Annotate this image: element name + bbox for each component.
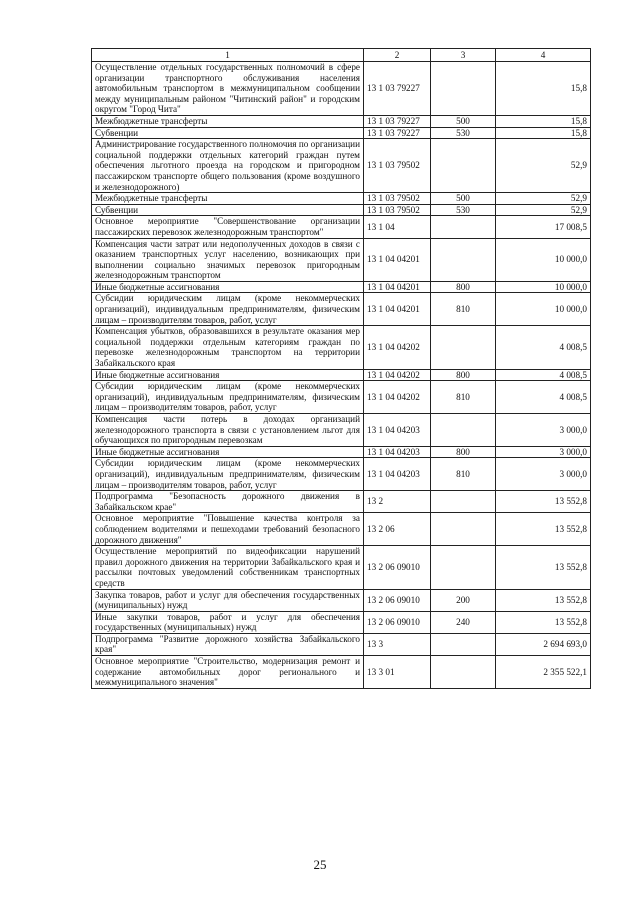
header-col-3: 3 — [431, 49, 496, 62]
row-name: Иные бюджетные ассигнования — [92, 446, 364, 458]
row-code: 13 2 06 09010 — [364, 589, 431, 611]
table-row — [92, 414, 591, 447]
row-code: 13 2 06 09010 — [364, 611, 431, 633]
row-name: Подпрограмма "Развитие дорожного хозяйства Забайкальского края" — [92, 633, 364, 655]
row-amount: 17 008,5 — [496, 216, 591, 238]
row-name: Компенсация части затрат или недополученных доходов в связи с оказанием транспортных услуг населению, возникающих при выполнении социально значимых перевозок пригородным железнодорожным транспортом — [92, 238, 364, 281]
row-code: 13 1 03 79502 — [364, 204, 431, 216]
row-name: Межбюджетные трансферты — [92, 193, 364, 205]
row-code: 13 3 — [364, 633, 431, 655]
table-body — [92, 62, 591, 689]
row-type — [431, 491, 496, 513]
row-type — [431, 62, 496, 116]
row-code: 13 1 03 79227 — [364, 115, 431, 127]
row-name: Субсидии юридическим лицам (кроме некоммерческих организаций), индивидуальным предпринимателям, физическим лицам – производителям товаров, работ, услуг — [92, 458, 364, 491]
row-type: 240 — [431, 611, 496, 633]
row-amount: 13 552,8 — [496, 611, 591, 633]
table-row — [92, 546, 591, 589]
row-name: Компенсация части потерь в доходах организаций железнодорожного транспорта в связи с установлением льгот для обучающихся по пригородным перевозкам — [92, 414, 364, 447]
row-name: Иные бюджетные ассигнования — [92, 369, 364, 381]
header-col-4: 4 — [496, 49, 591, 62]
row-amount: 52,9 — [496, 139, 591, 193]
row-amount: 3 000,0 — [496, 446, 591, 458]
row-name: Компенсация убытков, образовавшихся в результате оказания мер социальной поддержки отдельным категориям граждан по перевозке железнодорожным транспортом на территории Забайкальского края — [92, 326, 364, 369]
row-type — [431, 546, 496, 589]
row-amount: 10 000,0 — [496, 238, 591, 281]
row-code: 13 1 04 04202 — [364, 326, 431, 369]
table-row — [92, 293, 591, 326]
table-row — [92, 139, 591, 193]
row-type — [431, 414, 496, 447]
row-amount: 52,9 — [496, 204, 591, 216]
row-code: 13 3 01 — [364, 656, 431, 689]
row-name: Межбюджетные трансферты — [92, 115, 364, 127]
row-type: 500 — [431, 193, 496, 205]
row-amount: 2 355 522,1 — [496, 656, 591, 689]
table-row — [92, 381, 591, 414]
header-col-2: 2 — [364, 49, 431, 62]
table-row — [92, 589, 591, 611]
row-amount: 10 000,0 — [496, 293, 591, 326]
row-name: Иные бюджетные ассигнования — [92, 281, 364, 293]
row-amount: 15,8 — [496, 127, 591, 139]
row-type — [431, 513, 496, 546]
row-name: Основное мероприятие "Повышение качества контроля за соблюдением водителями и пешеходами требований безопасного дорожного движения" — [92, 513, 364, 546]
row-code: 13 1 04 04202 — [364, 381, 431, 414]
table-row — [92, 193, 591, 205]
row-type: 810 — [431, 458, 496, 491]
row-code: 13 1 04 04201 — [364, 281, 431, 293]
table-row — [92, 491, 591, 513]
table-row — [92, 513, 591, 546]
table-row — [92, 326, 591, 369]
row-code: 13 1 04 — [364, 216, 431, 238]
row-type: 800 — [431, 446, 496, 458]
row-name: Основное мероприятие "Совершенствование организации пассажирских перевозок железнодорожным транспортом" — [92, 216, 364, 238]
row-amount: 13 552,8 — [496, 546, 591, 589]
row-type — [431, 216, 496, 238]
row-name: Иные закупки товаров, работ и услуг для обеспечения государственных (муниципальных) нужд — [92, 611, 364, 633]
header-col-1: 1 — [92, 49, 364, 62]
table-row — [92, 62, 591, 116]
row-type: 810 — [431, 381, 496, 414]
table-row — [92, 446, 591, 458]
row-code: 13 2 06 — [364, 513, 431, 546]
table-row — [92, 611, 591, 633]
row-amount: 10 000,0 — [496, 281, 591, 293]
row-type — [431, 656, 496, 689]
row-code: 13 1 04 04203 — [364, 458, 431, 491]
row-name: Субсидии юридическим лицам (кроме некоммерческих организаций), индивидуальным предпринимателям, физическим лицам – производителям товаров, работ, услуг — [92, 293, 364, 326]
row-code: 13 1 04 04201 — [364, 293, 431, 326]
table-row — [92, 115, 591, 127]
row-type: 530 — [431, 127, 496, 139]
row-type: 810 — [431, 293, 496, 326]
row-code: 13 1 03 79227 — [364, 62, 431, 116]
row-amount: 13 552,8 — [496, 513, 591, 546]
row-type: 500 — [431, 115, 496, 127]
table-row — [92, 127, 591, 139]
table-row — [92, 633, 591, 655]
row-name: Администрирование государственного полномочия по организации социальной поддержки отдельных категорий граждан путем обеспечения льготного проезда на городском и пригородном пассажирском транспорте общего пользования (кроме воздушного и железнодорожного) — [92, 139, 364, 193]
row-name: Осуществление отдельных государственных полномочий в сфере организации транспортного обслуживания населения автомобильным транспортом в межмуниципальном сообщении между муниципальным районом "Читинский район" и городским округом "Город Чита" — [92, 62, 364, 116]
row-type: 200 — [431, 589, 496, 611]
row-code: 13 1 04 04201 — [364, 238, 431, 281]
budget-table — [91, 48, 591, 689]
table-row — [92, 204, 591, 216]
row-type — [431, 633, 496, 655]
row-type — [431, 326, 496, 369]
table-row — [92, 281, 591, 293]
row-type: 800 — [431, 281, 496, 293]
row-type — [431, 139, 496, 193]
row-amount: 2 694 693,0 — [496, 633, 591, 655]
row-type — [431, 238, 496, 281]
row-code: 13 1 04 04202 — [364, 369, 431, 381]
header-row — [92, 49, 591, 62]
row-code: 13 1 03 79227 — [364, 127, 431, 139]
row-code: 13 1 03 79502 — [364, 193, 431, 205]
table-row — [92, 369, 591, 381]
row-name: Субвенции — [92, 127, 364, 139]
table-row — [92, 216, 591, 238]
row-code: 13 2 — [364, 491, 431, 513]
row-name: Субвенции — [92, 204, 364, 216]
table-row — [92, 458, 591, 491]
row-amount: 15,8 — [496, 62, 591, 116]
row-name: Осуществление мероприятий по видеофиксации нарушений правил дорожного движения на территории Забайкальского края и рассылки почтовых уведомлений собственникам транспортных средств — [92, 546, 364, 589]
table-row — [92, 238, 591, 281]
row-type: 800 — [431, 369, 496, 381]
row-amount: 15,8 — [496, 115, 591, 127]
row-name: Закупка товаров, работ и услуг для обеспечения государственных (муниципальных) нужд — [92, 589, 364, 611]
row-code: 13 1 04 04203 — [364, 414, 431, 447]
row-name: Основное мероприятие "Строительство, модернизация ремонт и содержание автомобильных дорог регионального и межмуниципального значения" — [92, 656, 364, 689]
row-amount: 4 008,5 — [496, 326, 591, 369]
row-code: 13 1 03 79502 — [364, 139, 431, 193]
row-name: Подпрограмма "Безопасность дорожного движения в Забайкальском крае" — [92, 491, 364, 513]
row-amount: 4 008,5 — [496, 381, 591, 414]
row-amount: 13 552,8 — [496, 589, 591, 611]
row-amount: 13 552,8 — [496, 491, 591, 513]
row-amount: 3 000,0 — [496, 458, 591, 491]
row-amount: 4 008,5 — [496, 369, 591, 381]
row-code: 13 2 06 09010 — [364, 546, 431, 589]
table-row — [92, 656, 591, 689]
page-number: 25 — [313, 857, 327, 872]
row-amount: 3 000,0 — [496, 414, 591, 447]
row-code: 13 1 04 04203 — [364, 446, 431, 458]
row-type: 530 — [431, 204, 496, 216]
row-name: Субсидии юридическим лицам (кроме некоммерческих организаций), индивидуальным предпринимателям, физическим лицам – производителям товаров, работ, услуг — [92, 381, 364, 414]
row-amount: 52,9 — [496, 193, 591, 205]
